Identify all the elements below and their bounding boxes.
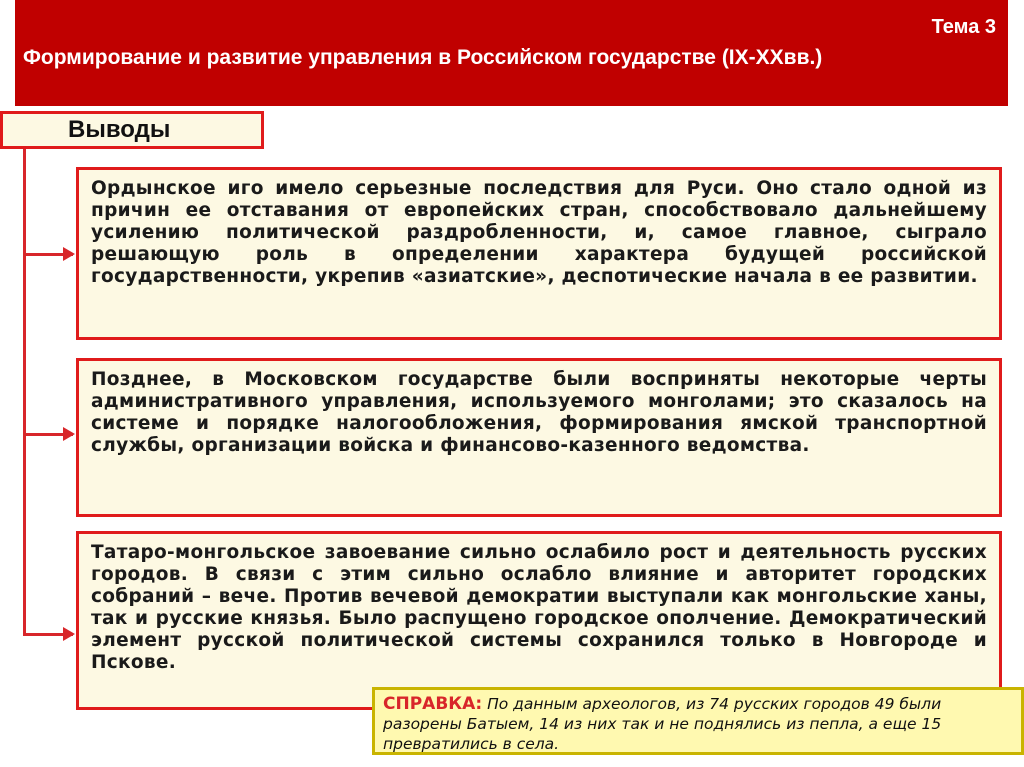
page-title: Формирование и развитие управления в Российском государстве (IX-XXвв.) (23, 46, 823, 69)
arrow-icon (23, 433, 73, 436)
note-text: По данным археологов, из 74 русских городов 49 были разорены Батыем, 14 из них так и не поднялись из пепла, а еще 15 превратились в села. (383, 695, 942, 753)
note-label: СПРАВКА: (383, 694, 483, 714)
connector-line (23, 149, 26, 636)
reference-note (372, 687, 1024, 755)
conclusion-box-1: Ордынское иго имело серьезные последствия для Руси. Оно стало одной из причин ее отставания от европейских стран, способствовало дальнейшему усилению политической раздробленности, и, самое главное, сыграло решающую роль в определении характера будущей российской государственности, укрепив «азиатские», деспотические начала в ее развитии. (76, 167, 1002, 340)
arrow-icon (23, 253, 73, 256)
section-label: Выводы (0, 111, 264, 149)
topic-label: Тема 3 (931, 16, 996, 38)
header-banner (15, 0, 1008, 106)
conclusion-box-2: Позднее, в Московском государстве были восприняты некоторые черты административного управления, используемого монголами; это сказалось на системе и порядке налогообложения, формирования ямской транспортной службы, организации войска и финансово-казенного ведомства. (76, 358, 1002, 517)
arrow-icon (23, 633, 73, 636)
conclusion-box-3: Татаро-монгольское завоевание сильно ослабило рост и деятельность русских городов. В связи с этим сильно ослабло влияние и авторитет городских собраний – вече. Против вечевой демократии выступали как монгольские ханы, так и русские князья. Было распущено городское ополчение. Демократический элемент русской политической системы сохранился только в Новгороде и Пскове. (76, 531, 1002, 710)
